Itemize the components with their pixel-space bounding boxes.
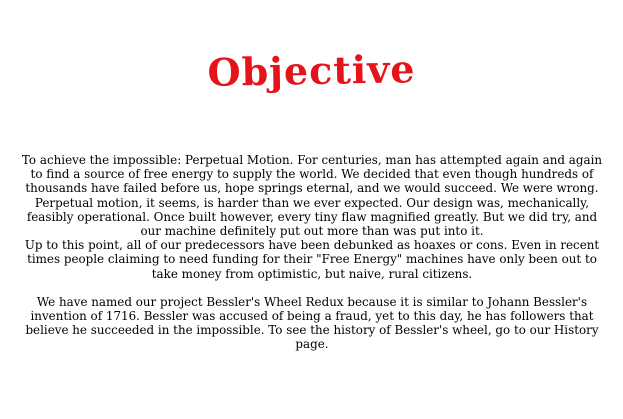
paragraph-bessler: We have named our project Bessler's Wheel Redux because it is similar to Johann Bessler's invention of 1716. Bessler was accused of being a fraud, yet to this day, he has followers that believe he succeeded in the impossible. To see the history of Bessler's wheel, go to our History page. bbox=[25, 294, 599, 352]
page-title: Objective bbox=[207, 46, 416, 95]
paragraph-spacer bbox=[16, 281, 608, 295]
paragraph-intro: To achieve the impossible: Perpetual Motion. For centuries, man has attempted again and again to find a source of free energy to supply the world. We decided that even though hundreds of thousands have failed before us, hope springs eternal, and we would succeed. We were wrong. Perpetual motion, it seems, is harder than we ever expected. Our design was, mechanically, feasibly operational. Once built however, every tiny flaw magnified greatly. But we did try, and our machine definitely put out more than was put into it. bbox=[21, 153, 603, 239]
paragraph-predecessors: Up to this point, all of our predecessors have been debunked as hoaxes or cons. Even in recent times people claiming to need funding for their "Free Energy" machines have only been out to take money from optimistic, but naive, rural citizens. bbox=[24, 238, 600, 281]
objective-body bbox=[16, 153, 608, 352]
